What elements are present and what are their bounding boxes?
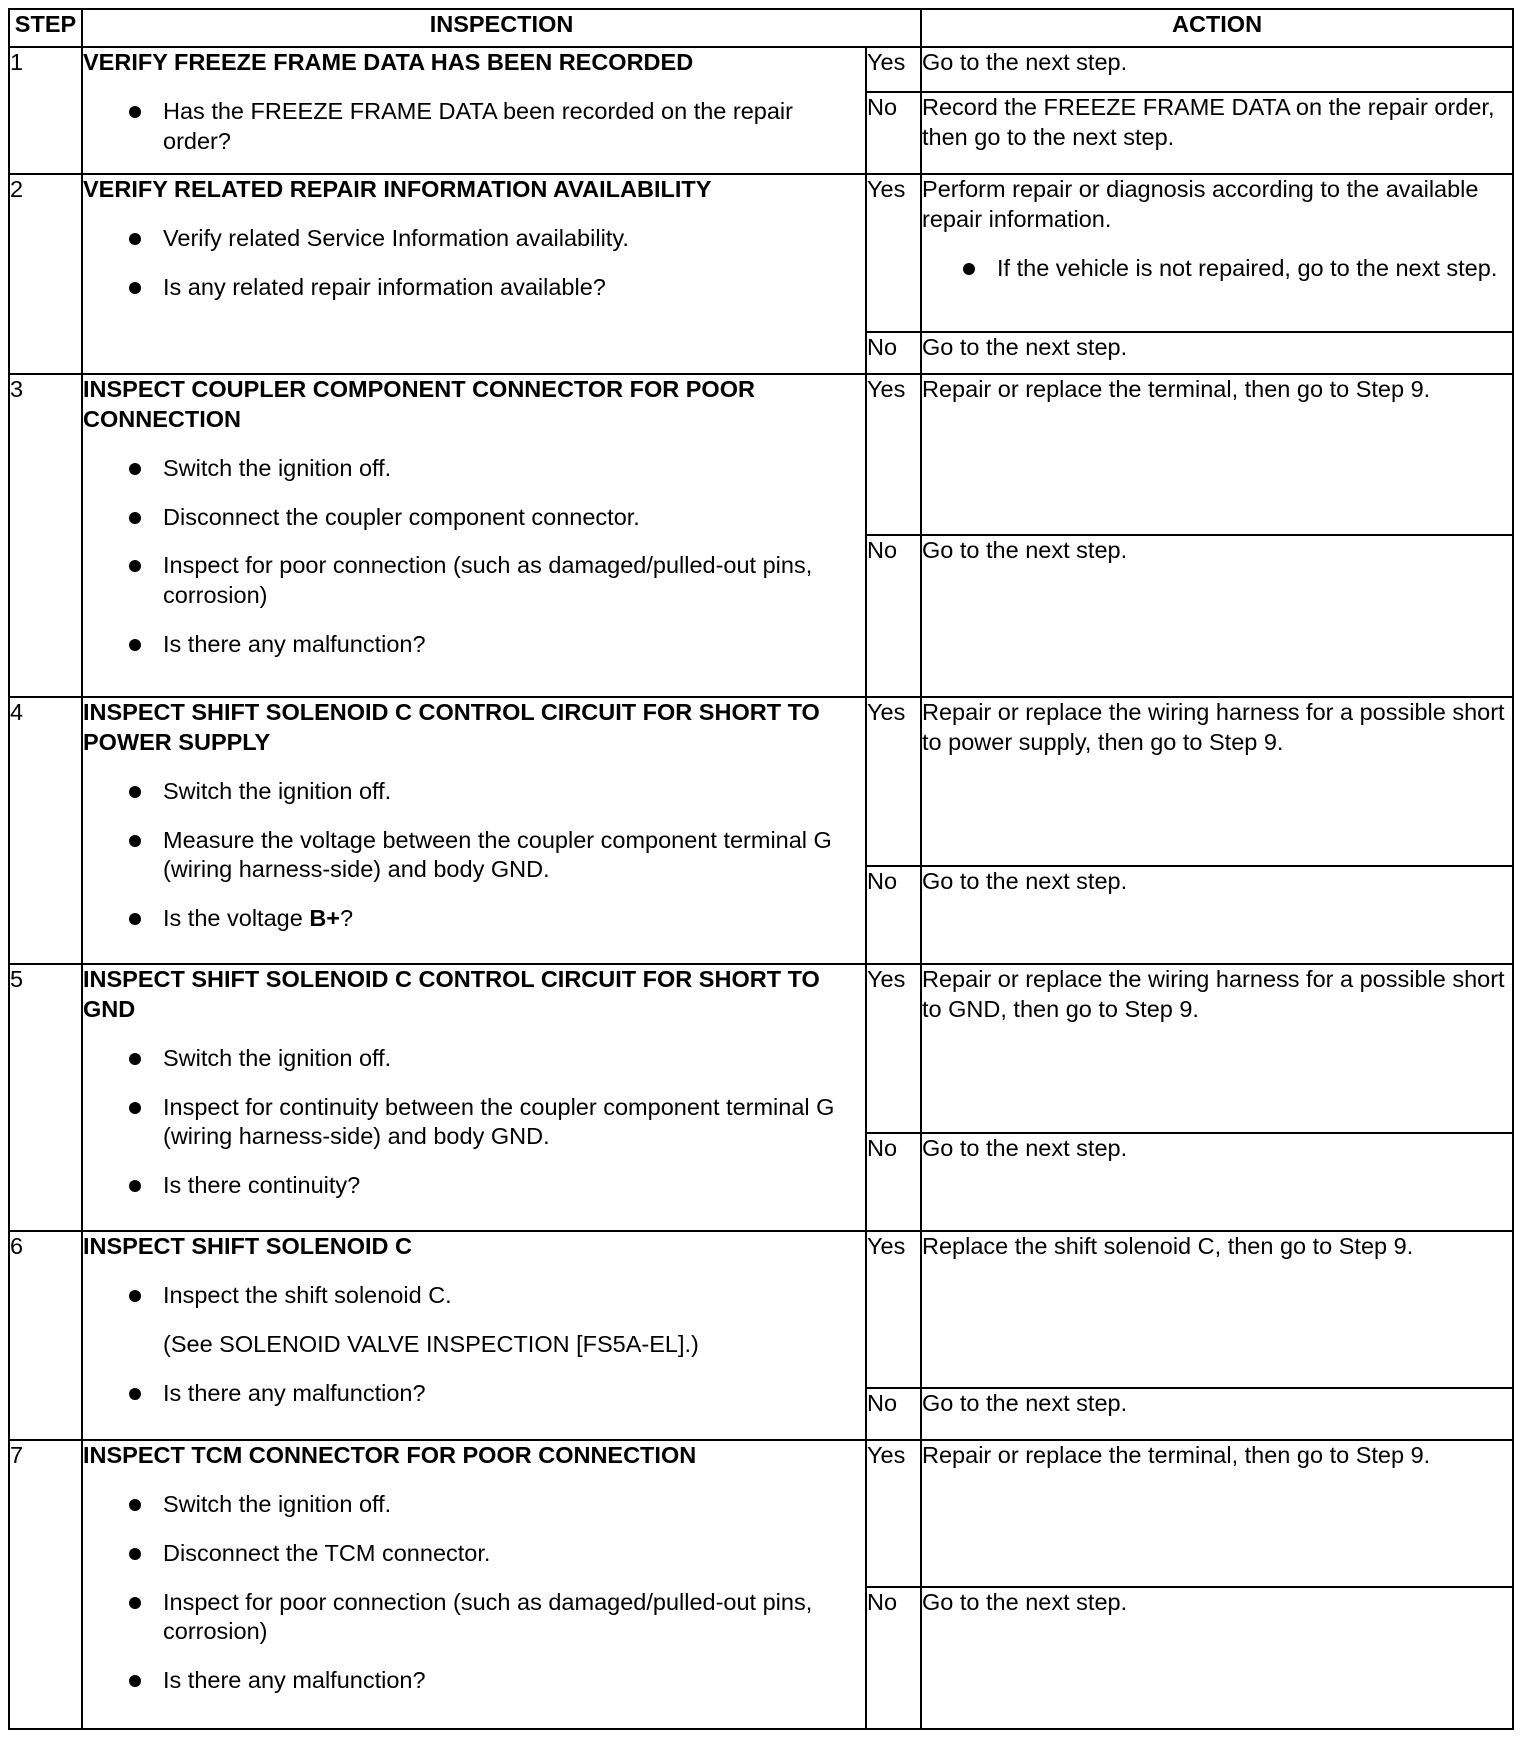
voltage-value: B+ [309,905,341,932]
inspection-cell [82,374,866,697]
no-action: Go to the next step. [921,1388,1513,1440]
bullet-item: If the vehicle is not repaired, go to the next step. [922,254,1512,284]
step-number: 2 [9,174,82,374]
no-action: Record the FREEZE FRAME DATA on the repair order, then go to the next step. [921,92,1513,174]
no-label: No [866,1133,921,1231]
bullet-item: Is any related repair information available? [83,273,865,303]
bullet-item: Switch the ignition off. [83,1044,865,1074]
reference-note: (See SOLENOID VALVE INSPECTION [FS5A-EL].) [163,1330,699,1357]
step-title: VERIFY RELATED REPAIR INFORMATION AVAILABILITY [83,176,712,202]
yes-label: Yes [866,174,921,332]
step-number: 3 [9,374,82,697]
step-row-6 [9,1231,1513,1388]
yes-label: Yes [866,47,921,92]
inspection-cell [82,1231,866,1440]
yes-label: Yes [866,697,921,866]
bullet-item: Switch the ignition off. [83,1490,865,1520]
yes-action: Perform repair or diagnosis according to the available repair information. [922,176,1479,232]
step-number: 7 [9,1440,82,1729]
no-label: No [866,535,921,697]
step-number: 5 [9,964,82,1231]
header-row [9,9,1513,47]
step-row-5 [9,964,1513,1133]
yes-label: Yes [866,964,921,1133]
inspection-cell [82,174,866,374]
no-label: No [866,1587,921,1729]
inspection-cell [82,47,866,174]
yes-label: Yes [866,1440,921,1587]
yes-action: Repair or replace the terminal, then go to Step 9. [921,1440,1513,1587]
bullet-item: Inspect for poor connection (such as damaged/pulled-out pins, corrosion) [83,551,865,611]
bullet-item: Is there any malfunction? [83,630,865,660]
yes-label: Yes [866,1231,921,1388]
yes-action: Repair or replace the terminal, then go to Step 9. [921,374,1513,535]
bullet-item: Inspect for continuity between the coupler component terminal G (wiring harness-side) and body GND. [83,1093,865,1153]
bullet-item: Switch the ignition off. [83,777,865,807]
step-number: 4 [9,697,82,964]
step-title: INSPECT TCM CONNECTOR FOR POOR CONNECTION [83,1442,697,1468]
inspection-cell [82,1440,866,1729]
step-row-1 [9,47,1513,92]
diagnostic-procedure-table [8,8,1514,1730]
step-row-3 [9,374,1513,535]
step-number: 6 [9,1231,82,1440]
bullet-item: Verify related Service Information availability. [83,224,865,254]
no-label: No [866,332,921,374]
no-label: No [866,866,921,964]
bullet-item: Is there continuity? [83,1171,865,1201]
bullet-item: Inspect the shift solenoid C. [83,1281,865,1311]
step-row-4 [9,697,1513,866]
no-action: Go to the next step. [921,866,1513,964]
bullet-item [83,904,865,934]
yes-action: Repair or replace the wiring harness for a possible short to power supply, then go to Step 9. [921,697,1513,866]
bullet-item: Disconnect the TCM connector. [83,1539,865,1569]
bullet-item: Switch the ignition off. [83,454,865,484]
yes-action: Repair or replace the wiring harness for a possible short to GND, then go to Step 9. [921,964,1513,1133]
inspection-column-header: INSPECTION [82,9,921,47]
bullet-item: Inspect for poor connection (such as damaged/pulled-out pins, corrosion) [83,1588,865,1648]
step-number: 1 [9,47,82,174]
step-title: INSPECT COUPLER COMPONENT CONNECTOR FOR POOR CONNECTION [83,376,755,432]
step-title: INSPECT SHIFT SOLENOID C [83,1233,413,1259]
bullet-item: Disconnect the coupler component connector. [83,503,865,533]
action-column-header: ACTION [921,9,1513,47]
inspection-cell [82,697,866,964]
bullet-item: Has the FREEZE FRAME DATA been recorded on the repair order? [83,97,865,157]
bullet-item: Measure the voltage between the coupler component terminal G (wiring harness-side) and body GND. [83,826,865,886]
no-label: No [866,1388,921,1440]
yes-label: Yes [866,374,921,535]
yes-action: Replace the shift solenoid C, then go to Step 9. [921,1231,1513,1388]
no-action: Go to the next step. [921,332,1513,374]
step-row-7 [9,1440,1513,1587]
bullet-text: ? [340,905,354,932]
no-action: Go to the next step. [921,1133,1513,1231]
bullet-item: Is there any malfunction? [83,1666,865,1696]
step-title: INSPECT SHIFT SOLENOID C CONTROL CIRCUIT FOR SHORT TO GND [83,966,820,1022]
yes-action-cell [921,174,1513,332]
no-action: Go to the next step. [921,1587,1513,1729]
bullet-text: Is the voltage [163,905,310,932]
bullet-item: Is there any malfunction? [83,1379,865,1409]
yes-action: Go to the next step. [921,47,1513,92]
step-title: VERIFY FREEZE FRAME DATA HAS BEEN RECORDED [83,49,694,75]
step-column-header: STEP [9,9,82,47]
inspection-cell [82,964,866,1231]
step-row-2 [9,174,1513,332]
no-action: Go to the next step. [921,535,1513,697]
step-title: INSPECT SHIFT SOLENOID C CONTROL CIRCUIT FOR SHORT TO POWER SUPPLY [83,699,820,755]
no-label: No [866,92,921,174]
